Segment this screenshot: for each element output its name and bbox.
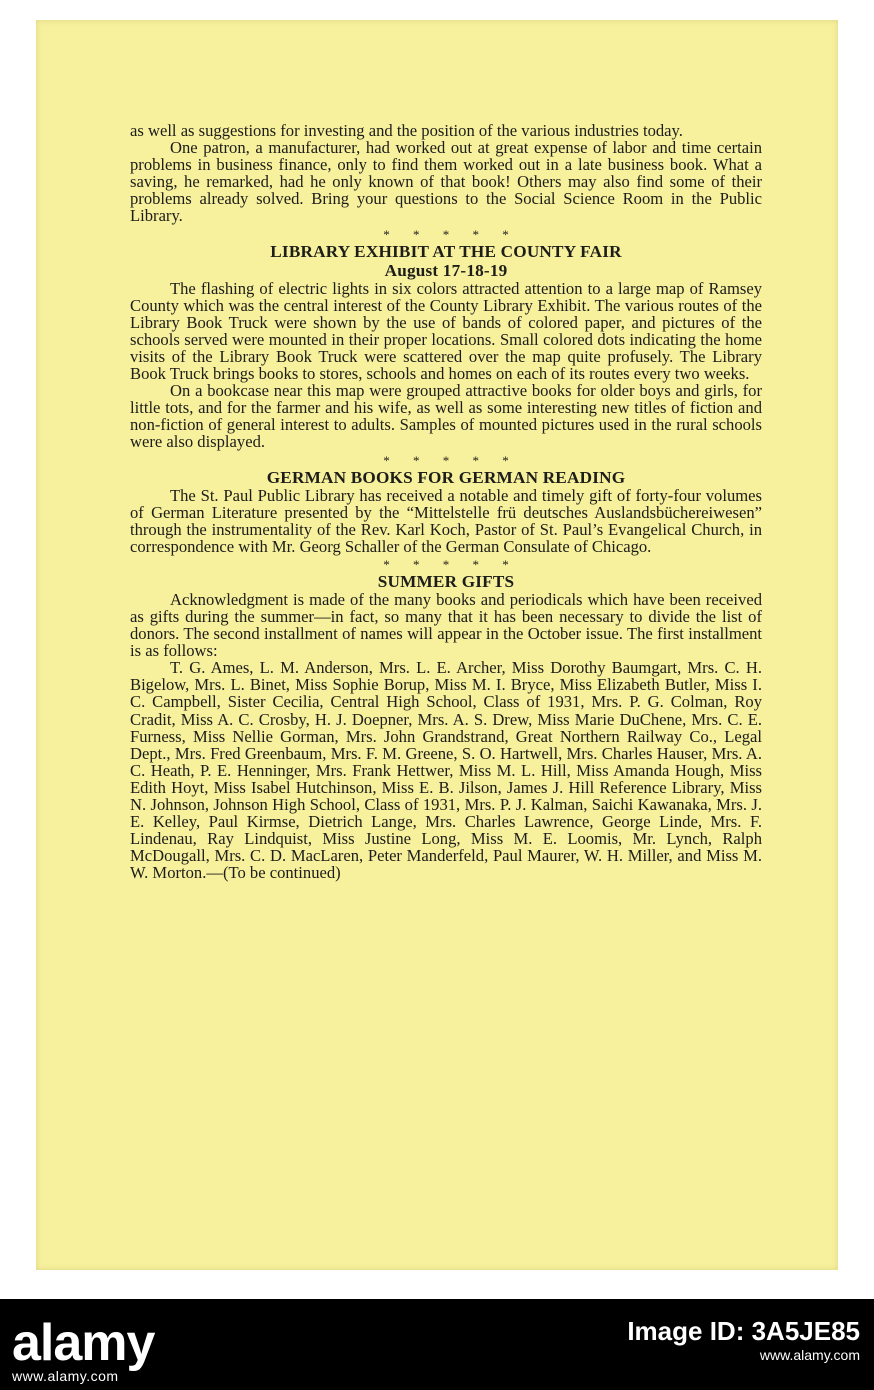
banner-url-right: www.alamy.com [759, 1347, 860, 1363]
intro-paragraph: One patron, a manufacturer, had worked out at great expense of labor and time certain problems in business finance, only to find them worked out in a late business book. What a saving, he remarked, had he only known of that book! Others may also find some of their problems already solved. Bring your questions to the Social Science Room in the Public Library. [130, 138, 762, 226]
document-body [130, 122, 762, 881]
section-separator: * * * * * [383, 452, 519, 468]
banner-url-left: www.alamy.com [12, 1368, 119, 1384]
section-paragraph: The flashing of electric lights in six colors attracted attention to a large map of Ramsey County which was the central interest of the County Library Exhibit. The various routes of the Library Book Truck were shown by the use of bands of colored paper, and pictures of the schools served were mounted in their proper locations. Small colored dots indicating the home visits of the Library Book Truck were scattered over the map quite profusely. The Library Book Truck brings books to stores, schools and homes on each of its routes every two weeks. [130, 278, 762, 384]
image-id: Image ID: 3A5JE85 [627, 1316, 860, 1346]
banner-meta [627, 1316, 860, 1364]
section-heading: GERMAN BOOKS FOR GERMAN READING [266, 467, 626, 487]
intro-paragraph: as well as suggestions for investing and the position of the various industries today. [130, 121, 683, 140]
section-separator: * * * * * [383, 226, 519, 242]
section-paragraph: Acknowledgment is made of the many books and periodicals which have been received as gifts during the summer—in fact, so many that it has been necessary to divide the list of donors. The second installment of names will appear in the October issue. The first installment is as follows: [130, 589, 762, 661]
section-heading: SUMMER GIFTS [377, 571, 515, 591]
section-paragraph: The St. Paul Public Library has received a notable and timely gift of forty-four volumes of German Literature presented by the “Mittelstelle frü deutsches Auslandsbüchereiwesen” through the instrumentality of the Rev. Karl Koch, Pastor of St. Paul’s Evangelical Church, in correspondence with Mr. Georg Schaller of the German Consulate of Chicago. [130, 485, 762, 556]
section-paragraph: On a bookcase near this map were grouped attractive books for older boys and girls, for little tots, and for the farmer and his wife, as well as some interesting new titles of fiction and non-fiction of general interest to adults. Samples of mounted pictures used in the rural schools were also displayed. [130, 381, 762, 452]
section-separator: * * * * * [383, 556, 519, 572]
document-page [36, 20, 838, 1270]
section-heading: LIBRARY EXHIBIT AT THE COUNTY FAIR [270, 241, 622, 261]
donor-list: T. G. Ames, L. M. Anderson, Mrs. L. E. Archer, Miss Dorothy Baumgart, Mrs. C. H. Bigelow, Mrs. L. Binet, Miss Sophie Borup, Miss M. I. Bryce, Miss Elizabeth Butler, Miss I. C. Campbell, Sister Cecilia, Central High School, Class of 1931, Mrs. P. G. Colman, Roy Cradit, Miss A. C. Crosby, H. J. Doepner, Mrs. A. S. Drew, Miss Marie DuChene, Mrs. C. E. Furness, Miss Nellie Gorman, Mrs. John Grandstrand, Great Northern Railway Co., Legal Dept., Mrs. Fred Greenbaum, Mrs. F. M. Greene, S. O. Hartwell, Mrs. Charles Hauser, Mrs. A. C. Heath, P. E. Henninger, Mrs. Frank Hettwer, Miss M. L. Hill, Miss Amanda Hough, Miss Edith Hoyt, Miss Isabel Hutchinson, Miss E. B. Jilson, James J. Hill Reference Library, Miss N. Johnson, Johnson High School, Class of 1931, Mrs. P. J. Kalman, Saichi Kawanaka, Mrs. J. E. Kelley, Paul Kirmse, Dietrich Lange, Mrs. Charles Lawrence, George Linde, Mrs. F. Lindenau, Ray Lindquist, Miss Justine Long, Miss M. E. Loomis, Mr. Lynch, Ralph McDougall, Mrs. C. D. MacLaren, Peter Manderfeld, Paul Maurer, W. H. Miller, and Miss M. W. Morton.—(To be continued) [130, 658, 762, 883]
alamy-logo: alamy [12, 1314, 155, 1372]
section-subheading: August 17-18-19 [384, 260, 508, 280]
